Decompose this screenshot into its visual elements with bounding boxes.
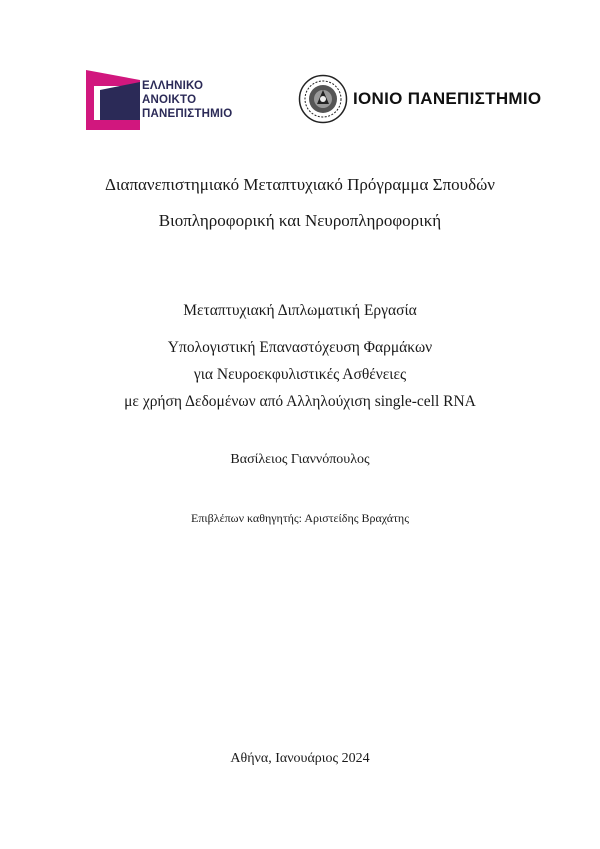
- date-place: Αθήνα, Ιανουάριος 2024: [230, 751, 370, 766]
- author-name: Βασίλειος Γιαννόπουλος: [230, 452, 370, 467]
- thesis-title-line-3: με χρήση Δεδομένων από Αλληλούχιση single-cell RNA: [124, 393, 476, 410]
- thesis-title-line-1: Υπολογιστική Επαναστόχευση Φαρμάκων: [167, 339, 433, 356]
- hellenic-open-university-logo: [86, 70, 246, 132]
- program-subtitle: Βιοπληροφορική και Νευροπληροφορική: [158, 211, 442, 230]
- supervisor: Επιβλέπων καθηγητής: Αριστείδης Βραχάτης: [191, 511, 409, 525]
- eap-logo-mark-icon: [86, 70, 140, 130]
- thesis-title-line-2: για Νευροεκφυλιστικές Ασθένειες: [193, 366, 407, 383]
- eap-logo-text: [142, 79, 232, 121]
- eap-line-1: ΕΛΛΗΝΙΚΟ: [142, 80, 204, 92]
- eap-line-2: ΑΝΟΙΚΤΟ: [142, 94, 197, 106]
- thesis-type: Μεταπτυχιακή Διπλωματική Εργασία: [183, 302, 417, 319]
- ionian-seal-icon: [298, 74, 348, 124]
- ionian-university-logo: [298, 74, 542, 124]
- program-title: Διαπανεπιστημιακό Μεταπτυχιακό Πρόγραμμα Σπουδών: [105, 175, 495, 194]
- ionian-university-name: ΙΟΝΙΟ ΠΑΝΕΠΙΣΤΗΜΙΟ: [353, 89, 542, 108]
- eap-line-3: ΠΑΝΕΠΙΣΤΗΜΙΟ: [142, 108, 233, 120]
